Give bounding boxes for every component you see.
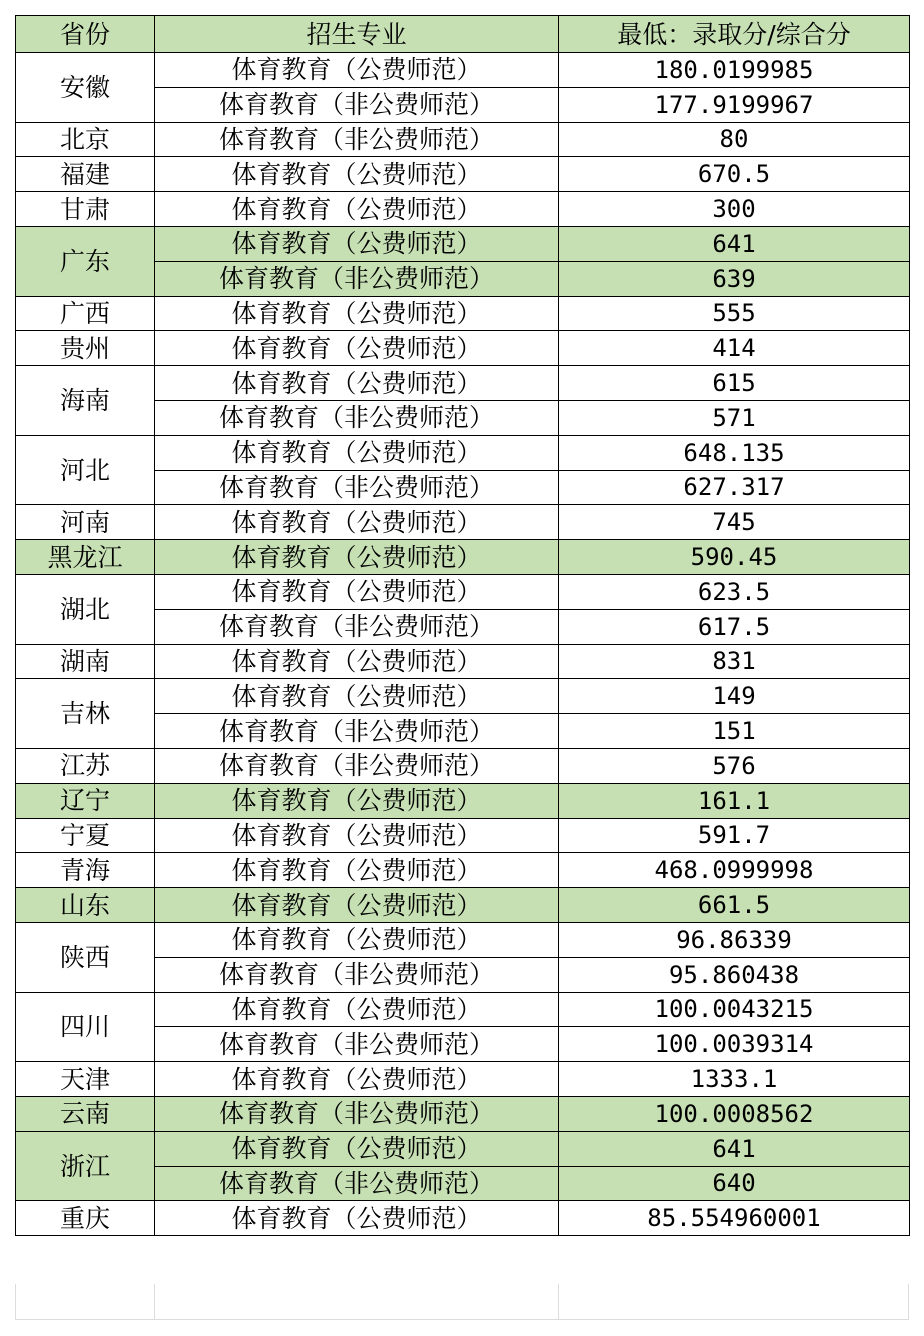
score-cell[interactable]: 96.86339 [559, 922, 910, 957]
province-cell[interactable]: 河北 [16, 435, 155, 505]
score-cell[interactable]: 615 [559, 366, 910, 401]
major-cell[interactable]: 体育教育（公费师范） [155, 505, 559, 540]
score-cell[interactable]: 100.0008562 [559, 1096, 910, 1131]
major-cell[interactable]: 体育教育（公费师范） [155, 853, 559, 888]
score-cell[interactable]: 831 [559, 644, 910, 679]
table-row [16, 1096, 910, 1131]
major-cell[interactable]: 体育教育（公费师范） [155, 644, 559, 679]
table-row [16, 53, 910, 88]
major-cell[interactable]: 体育教育（非公费师范） [155, 957, 559, 992]
empty-grid-row [15, 1284, 909, 1320]
major-cell[interactable]: 体育教育（非公费师范） [155, 714, 559, 749]
province-cell[interactable]: 江苏 [16, 748, 155, 783]
score-cell[interactable]: 641 [559, 1131, 910, 1166]
score-cell[interactable]: 95.860438 [559, 957, 910, 992]
table-row [16, 922, 910, 957]
table-row [16, 540, 910, 575]
major-cell[interactable]: 体育教育（非公费师范） [155, 1027, 559, 1062]
major-cell[interactable]: 体育教育（公费师范） [155, 435, 559, 470]
header-row [16, 16, 910, 53]
score-cell[interactable]: 161.1 [559, 783, 910, 818]
table-row [16, 1201, 910, 1236]
province-cell[interactable]: 山东 [16, 888, 155, 923]
major-cell[interactable]: 体育教育（非公费师范） [155, 1166, 559, 1201]
score-cell[interactable]: 300 [559, 192, 910, 227]
table-row [16, 818, 910, 853]
score-cell[interactable]: 555 [559, 296, 910, 331]
major-cell[interactable]: 体育教育（非公费师范） [155, 748, 559, 783]
province-cell[interactable]: 湖南 [16, 644, 155, 679]
major-cell[interactable]: 体育教育（非公费师范） [155, 87, 559, 122]
score-cell[interactable]: 80 [559, 122, 910, 157]
score-cell[interactable]: 414 [559, 331, 910, 366]
score-cell[interactable]: 623.5 [559, 574, 910, 609]
score-cell[interactable]: 639 [559, 261, 910, 296]
score-cell[interactable]: 745 [559, 505, 910, 540]
score-cell[interactable]: 149 [559, 679, 910, 714]
major-cell[interactable]: 体育教育（公费师范） [155, 226, 559, 261]
major-cell[interactable]: 体育教育（公费师范） [155, 366, 559, 401]
score-cell[interactable]: 576 [559, 748, 910, 783]
score-cell[interactable]: 1333.1 [559, 1062, 910, 1097]
table-row [16, 574, 910, 609]
score-cell[interactable]: 590.45 [559, 540, 910, 575]
table-row [16, 331, 910, 366]
table-row [16, 679, 910, 714]
major-cell[interactable]: 体育教育（公费师范） [155, 540, 559, 575]
province-cell[interactable]: 海南 [16, 366, 155, 436]
province-cell[interactable]: 浙江 [16, 1131, 155, 1201]
major-cell[interactable]: 体育教育（公费师范） [155, 296, 559, 331]
major-cell[interactable]: 体育教育（公费师范） [155, 574, 559, 609]
score-cell[interactable]: 640 [559, 1166, 910, 1201]
major-cell[interactable]: 体育教育（公费师范） [155, 331, 559, 366]
province-cell[interactable]: 天津 [16, 1062, 155, 1097]
score-cell[interactable]: 571 [559, 400, 910, 435]
header-score[interactable]: 最低：录取分/综合分 [559, 16, 910, 53]
province-cell[interactable]: 宁夏 [16, 818, 155, 853]
score-cell[interactable]: 100.0043215 [559, 992, 910, 1027]
table-row [16, 157, 910, 192]
score-cell[interactable]: 468.0999998 [559, 853, 910, 888]
header-major[interactable]: 招生专业 [155, 16, 559, 53]
score-cell[interactable]: 661.5 [559, 888, 910, 923]
major-cell[interactable]: 体育教育（公费师范） [155, 1201, 559, 1236]
major-cell[interactable]: 体育教育（非公费师范） [155, 470, 559, 505]
score-cell[interactable]: 648.135 [559, 435, 910, 470]
major-cell[interactable]: 体育教育（非公费师范） [155, 261, 559, 296]
major-cell[interactable]: 体育教育（非公费师范） [155, 1096, 559, 1131]
province-cell[interactable]: 吉林 [16, 679, 155, 749]
major-cell[interactable]: 体育教育（公费师范） [155, 818, 559, 853]
table-row [16, 1062, 910, 1097]
table-row [16, 192, 910, 227]
province-cell[interactable]: 青海 [16, 853, 155, 888]
province-cell[interactable]: 河南 [16, 505, 155, 540]
major-cell[interactable]: 体育教育（公费师范） [155, 157, 559, 192]
major-cell[interactable]: 体育教育（公费师范） [155, 922, 559, 957]
province-cell[interactable]: 北京 [16, 122, 155, 157]
major-cell[interactable]: 体育教育（公费师范） [155, 679, 559, 714]
table-row [16, 644, 910, 679]
major-cell[interactable]: 体育教育（公费师范） [155, 53, 559, 88]
province-cell[interactable]: 云南 [16, 1096, 155, 1131]
province-cell[interactable]: 湖北 [16, 574, 155, 644]
table-body [16, 53, 910, 1236]
province-cell[interactable]: 重庆 [16, 1201, 155, 1236]
table-row [16, 505, 910, 540]
score-cell[interactable]: 670.5 [559, 157, 910, 192]
score-cell[interactable]: 151 [559, 714, 910, 749]
score-cell[interactable]: 617.5 [559, 609, 910, 644]
score-cell[interactable]: 180.0199985 [559, 53, 910, 88]
score-cell[interactable]: 641 [559, 226, 910, 261]
province-cell[interactable]: 四川 [16, 992, 155, 1062]
table-row [16, 435, 910, 470]
major-cell[interactable]: 体育教育（公费师范） [155, 1062, 559, 1097]
province-cell[interactable]: 黑龙江 [16, 540, 155, 575]
table-row [16, 226, 910, 261]
score-cell[interactable]: 100.0039314 [559, 1027, 910, 1062]
province-cell[interactable]: 贵州 [16, 331, 155, 366]
major-cell[interactable]: 体育教育（非公费师范） [155, 609, 559, 644]
table-row [16, 296, 910, 331]
province-cell[interactable]: 广东 [16, 226, 155, 296]
table-row [16, 122, 910, 157]
score-cell[interactable]: 177.9199967 [559, 87, 910, 122]
table-row [16, 1131, 910, 1166]
major-cell[interactable]: 体育教育（公费师范） [155, 1131, 559, 1166]
province-cell[interactable]: 广西 [16, 296, 155, 331]
province-cell[interactable]: 陕西 [16, 922, 155, 992]
major-cell[interactable]: 体育教育（公费师范） [155, 192, 559, 227]
table-row [16, 366, 910, 401]
province-cell[interactable]: 福建 [16, 157, 155, 192]
table-row [16, 748, 910, 783]
major-cell[interactable]: 体育教育（公费师范） [155, 992, 559, 1027]
province-cell[interactable]: 安徽 [16, 53, 155, 123]
score-cell[interactable]: 85.554960001 [559, 1201, 910, 1236]
major-cell[interactable]: 体育教育（非公费师范） [155, 122, 559, 157]
table-row [16, 853, 910, 888]
admission-score-table [15, 15, 910, 1236]
province-cell[interactable]: 辽宁 [16, 783, 155, 818]
score-cell[interactable]: 627.317 [559, 470, 910, 505]
province-cell[interactable]: 甘肃 [16, 192, 155, 227]
score-cell[interactable]: 591.7 [559, 818, 910, 853]
table-row [16, 888, 910, 923]
table-row [16, 783, 910, 818]
header-province[interactable]: 省份 [16, 16, 155, 53]
major-cell[interactable]: 体育教育（非公费师范） [155, 400, 559, 435]
major-cell[interactable]: 体育教育（公费师范） [155, 783, 559, 818]
major-cell[interactable]: 体育教育（公费师范） [155, 888, 559, 923]
table-row [16, 992, 910, 1027]
